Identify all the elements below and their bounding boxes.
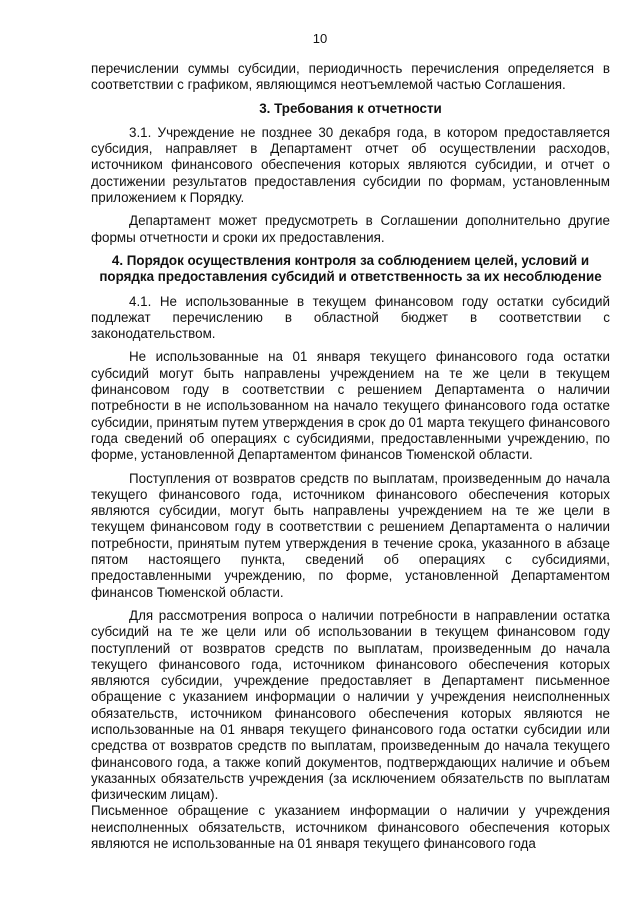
section-4-heading: 4. Порядок осуществления контроля за соблюдением целей, условий и порядка предоставления субсидий и ответственность за их несоблюдение xyxy=(99,252,602,285)
paragraph-4-1-e: Письменное обращение с указанием информации о наличии у учреждения неисполненных обязательств, источником финансового обеспечения которых являются не использованные на 01 января текущего финансового года xyxy=(91,803,610,852)
paragraph-3-2: Департамент может предусмотреть в Соглашении дополнительно другие формы отчетности и сроки их предоставления. xyxy=(91,213,610,245)
paragraph-4-1: 4.1. Не использованные в текущем финансовом году остатки субсидий подлежат перечислению в областной бюджет в соответствии с законодательством. xyxy=(91,293,610,342)
paragraph-3-1: 3.1. Учреждение не позднее 30 декабря года, в котором предоставляется субсидия, направляет в Департамент отчет об осуществлении расходов, источником финансового обеспечения которых являются субсидии, и отчет о достижении результатов предоставления субсидии по формам, установленным приложением к Порядку. xyxy=(91,124,610,206)
document-body xyxy=(91,61,610,859)
paragraph-4-1-d: Для рассмотрения вопроса о наличии потребности в направлении остатка субсидий на те же цели или об использовании в текущем финансовом году поступлений от возвратов средств по выплатам, произведенным до начала текущего финансового года, источником финансового обеспечения которых являются субсидии, учреждение предоставляет в Департамент письменное обращение с указанием информации о наличии у учреждения неисполненных обязательств, источником финансового обеспечения которых являются не использованные на 01 января текущего финансового года остатки субсидии или средства от возвратов средств по выплатам, произведенным до начала текущего финансового года, а также копий документов, подтверждающих наличие и объем указанных обязательств учреждения (за исключением обязательств по выплатам физическим лицам). xyxy=(91,607,610,803)
paragraph-4-1-c: Поступления от возвратов средств по выплатам, произведенным до начала текущего финансового года, источником финансового обеспечения которых являются субсидии, могут быть направлены учреждением на те же цели в текущем финансовом году в соответствии с решением Департамента о наличии потребности, принятым путем утверждения в течение срока, указанного в абзаце пятом настоящего пункта, сведений об операциях с субсидиями, предоставленными учреждению, по форме, установленной Департаментом финансов Тюменской области. xyxy=(91,470,610,600)
paragraph-4-1-b: Не использованные на 01 января текущего финансового года остатки субсидий могут быть направлены учреждением на те же цели в текущем финансовом году в соответствии с решением Департамента о наличии потребности в не использованном на начало текущего финансового года остатке субсидии, принятым путем утверждения в срок до 01 марта текущего финансового года сведений об операциях с субсидиями, предоставленными учреждению, по форме, установленной Департаментом финансов Тюменской области. xyxy=(91,349,610,463)
section-3-heading: 3. Требования к отчетности xyxy=(259,100,442,116)
paragraph-continuation: перечислении суммы субсидии, периодичность перечисления определяется в соответствии с графиком, являющимся неотъемлемой частью Соглашения. xyxy=(91,61,610,93)
page-number: 10 xyxy=(312,31,328,46)
